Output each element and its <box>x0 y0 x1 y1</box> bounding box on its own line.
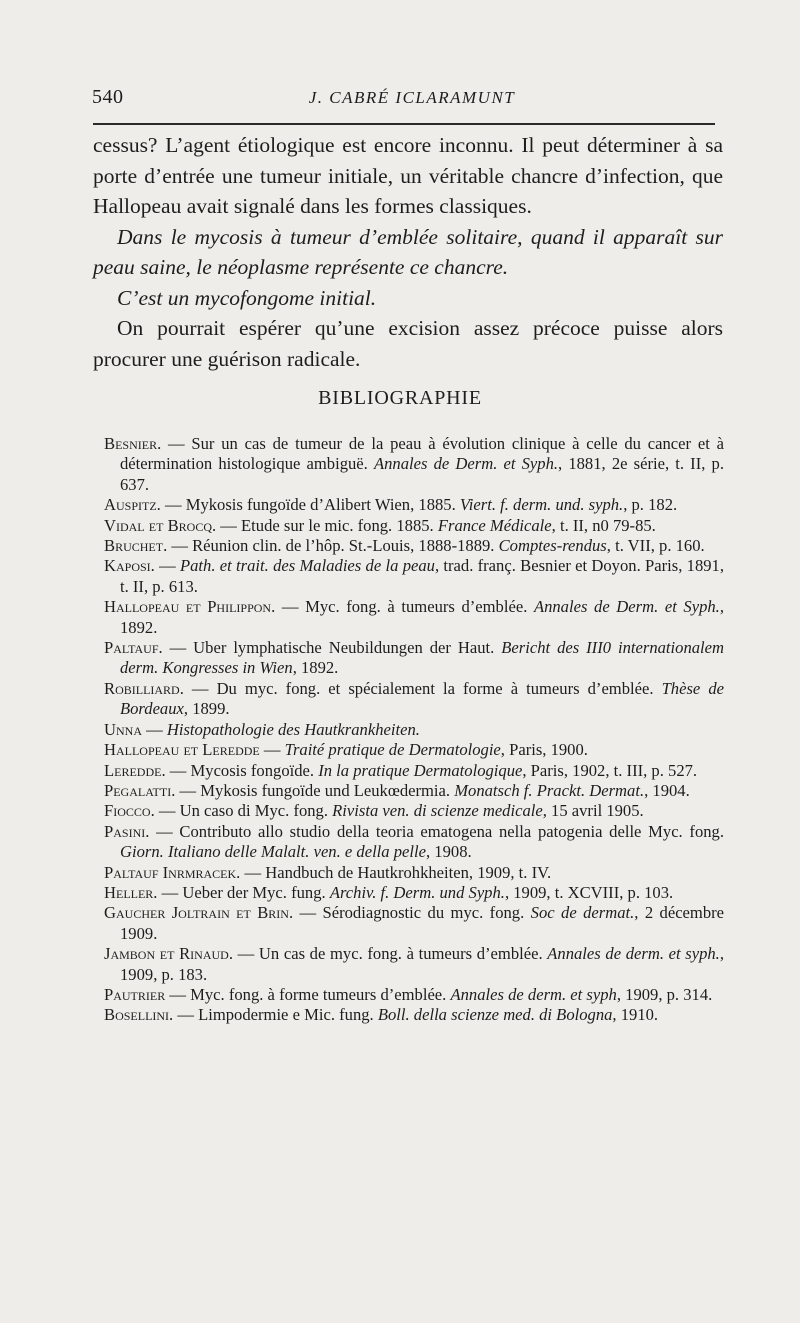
entry-text: — Du myc. fong. et spécialement la forme à tumeurs d’emblée. <box>183 678 662 698</box>
bibliography-entry <box>104 638 724 679</box>
entry-author: Hallopeau et Philippon. <box>104 597 276 617</box>
bibliography-entry <box>104 720 724 740</box>
entry-rest: , 2 décembre 1909. <box>120 903 725 943</box>
entry-title: Comptes-rendus <box>498 536 607 556</box>
entry-author: Besnier. <box>104 434 162 453</box>
entry-rest: , t. II, n0 79-85. <box>551 515 656 535</box>
bibliography-entry <box>104 801 724 821</box>
entry-text: — Mykosis fungoïde und Leukœdermia. <box>175 780 455 800</box>
bibliography-entry <box>104 863 724 883</box>
paragraph-1: cessus? L’agent étiologique est encore inconnu. Il peut déterminer à sa porte d’entrée une tumeur initiale, un véritable chancre d’infection, que Hallopeau avait signalé dans les formes classiques. <box>93 133 723 218</box>
entry-rest: , trad. franç. Besnier et Doyon. Paris, 1891, t. II, p. 613. <box>120 556 724 596</box>
entry-rest: , 1892. <box>292 658 339 678</box>
entry-rest: , 1899. <box>183 699 230 719</box>
entry-rest: , 1909, p. 183. <box>120 944 724 984</box>
entry-author: Bosellini. <box>104 1005 174 1025</box>
entry-author: Pautrier <box>104 984 166 1004</box>
entry-text: — Myc. fong. à tumeurs d’emblée. <box>275 597 534 617</box>
entry-author: Paltauf. <box>104 638 163 658</box>
entry-text: — Mykosis fungoïde d’Alibert Wien, 1885. <box>160 495 460 515</box>
bibliography-list <box>104 434 724 1026</box>
entry-text: — <box>154 556 180 576</box>
bibliography-heading: BIBLIOGRAPHIE <box>318 387 482 409</box>
entry-author: Pegalatti. <box>104 780 176 800</box>
entry-author: Robilliard. <box>104 678 184 698</box>
bibliography-entry <box>104 536 724 556</box>
entry-title: Histopathologie des Hautkrankheiten. <box>166 719 420 739</box>
entry-author: Kaposi. <box>104 556 155 576</box>
entry-author: Fiocco. <box>104 801 155 821</box>
bibliography-entry <box>104 903 724 944</box>
entry-text: — Handbuch de Hautkrohkheiten, 1909, t. IV. <box>240 862 552 882</box>
entry-text: — Mycosis fongoïde. <box>165 760 319 780</box>
bibliography-entry <box>104 781 724 801</box>
paragraph-3-text: C’est un mycofongome initial. <box>117 285 377 310</box>
entry-rest: , Paris, 1900. <box>500 740 588 760</box>
bibliography-entry <box>104 495 724 515</box>
paragraph-2 <box>93 222 723 283</box>
entry-title: Archiv. f. Derm. und Syph. <box>329 882 505 902</box>
entry-title: Soc de dermat. <box>530 903 635 923</box>
entry-rest: , 1909, t. XCVIII, p. 103. <box>504 882 674 902</box>
page-number: 540 <box>92 86 124 108</box>
entry-text: — <box>259 740 285 760</box>
entry-title: In la pratique Dermatologique <box>318 760 523 780</box>
entry-text: — Myc. fong. à forme tumeurs d’emblée. <box>165 984 451 1004</box>
entry-rest: , 1910. <box>612 1005 659 1025</box>
entry-rest: , t. VII, p. 160. <box>606 536 705 556</box>
bibliography-entry <box>104 985 724 1005</box>
entry-text: — Réunion clin. de l’hôp. St.-Louis, 1888-1889. <box>167 536 499 556</box>
paragraph-3 <box>93 283 723 314</box>
entry-author: Auspitz. <box>104 495 161 515</box>
bibliography-entry <box>104 740 724 760</box>
entry-title: Annales de Derm. et Syph. <box>533 597 720 617</box>
bibliography-entry <box>104 556 724 597</box>
bibliography-entry <box>104 1005 724 1025</box>
entry-title: Viert. f. derm. und. syph. <box>459 495 624 515</box>
page-header <box>92 86 732 112</box>
bibliography-entry <box>104 822 724 863</box>
bibliography-entry <box>104 516 724 536</box>
entry-rest: , p. 182. <box>623 495 678 515</box>
entry-rest: , 1909, p. 314. <box>616 984 713 1004</box>
entry-author: Bruchet. <box>104 536 168 556</box>
entry-title: Monatsch f. Prackt. Dermat. <box>454 780 645 800</box>
entry-title: Traité pratique de Dermatologie <box>284 740 501 760</box>
entry-title: Boll. della scienze med. di Bologna <box>377 1005 613 1025</box>
entry-text: — Etude sur le mic. fong. 1885. <box>216 515 438 535</box>
entry-title: Thèse de Bordeaux <box>120 678 724 719</box>
entry-text: — Limpodermie e Mic. fung. <box>173 1005 378 1025</box>
entry-rest: , 1892. <box>120 597 724 637</box>
entry-author: Leredde. <box>104 760 166 780</box>
entry-author: Paltauf Inrmracek. <box>104 862 241 882</box>
entry-author: Vidal et Brocq. <box>104 515 217 535</box>
running-head: J. CABRÉ ICLARAMUNT <box>308 88 516 107</box>
entry-text: — Uber lymphatische Neubildungen der Haut. <box>162 638 502 658</box>
entry-text: — Contributo allo studio della teoria ematogena nella patogenia delle Myc. fong. <box>149 821 724 841</box>
entry-author: Jambon et Rinaud. <box>104 944 233 964</box>
entry-text: — Ueber der Myc. fung. <box>157 882 330 902</box>
entry-rest: , 1881, 2e série, t. II, p. 637. <box>120 454 724 494</box>
entry-title: Rivista ven. di scienze medicale <box>332 801 543 821</box>
entry-author: Hallopeau et Leredde <box>104 740 260 760</box>
entry-title: Annales de derm. et syph <box>450 984 617 1004</box>
entry-text: — Sérodiagnostic du myc. fong. <box>293 903 531 923</box>
body-text <box>93 130 723 374</box>
bibliography-entry <box>104 761 724 781</box>
entry-text: — <box>141 719 167 739</box>
paragraph-4: On pourrait espérer qu’une excision assez précoce puisse alors procurer une guérison radicale. <box>93 316 723 371</box>
bibliography-entry <box>104 434 724 495</box>
entry-author: Unna <box>104 719 142 739</box>
entry-author: Gaucher Joltrain et Brin. <box>104 903 294 923</box>
entry-rest: , 15 avril 1905. <box>542 801 644 821</box>
entry-title: Giorn. Italiano delle Malalt. ven. e della pelle <box>120 842 426 862</box>
entry-author: Pasini. <box>104 821 150 841</box>
bibliography-entry <box>104 679 724 720</box>
entry-title: Annales de derm. et syph. <box>547 944 720 964</box>
entry-title: Path. et trait. des Maladies de la peau <box>180 556 435 576</box>
entry-title: France Médicale <box>437 515 552 535</box>
entry-author: Heller. <box>104 882 158 902</box>
entry-rest: , Paris, 1902, t. III, p. 527. <box>522 760 698 780</box>
entry-text: — Sur un cas de tumeur de la peau à évolution clinique à celle du cancer et à détermination histologique ambiguë. <box>120 434 724 474</box>
entry-rest: , 1908. <box>426 842 472 862</box>
header-rule <box>93 123 715 125</box>
entry-text: — Un cas de myc. fong. à tumeurs d’emblée. <box>232 944 548 964</box>
bibliography-entry <box>104 883 724 903</box>
entry-title: Annales de Derm. et Syph. <box>373 454 559 474</box>
bibliography-entry <box>104 944 724 985</box>
entry-rest: , 1904. <box>644 780 690 800</box>
entry-text: — Un caso di Myc. fong. <box>154 801 333 821</box>
paragraph-2-text: Dans le mycosis à tumeur d’emblée solitaire, quand il apparaît sur peau saine, le néoplasme représente ce chancre. <box>93 224 723 279</box>
bibliography-entry <box>104 597 724 638</box>
entry-title: Bericht des III0 internationalem derm. Kongresses in Wien <box>120 638 724 678</box>
